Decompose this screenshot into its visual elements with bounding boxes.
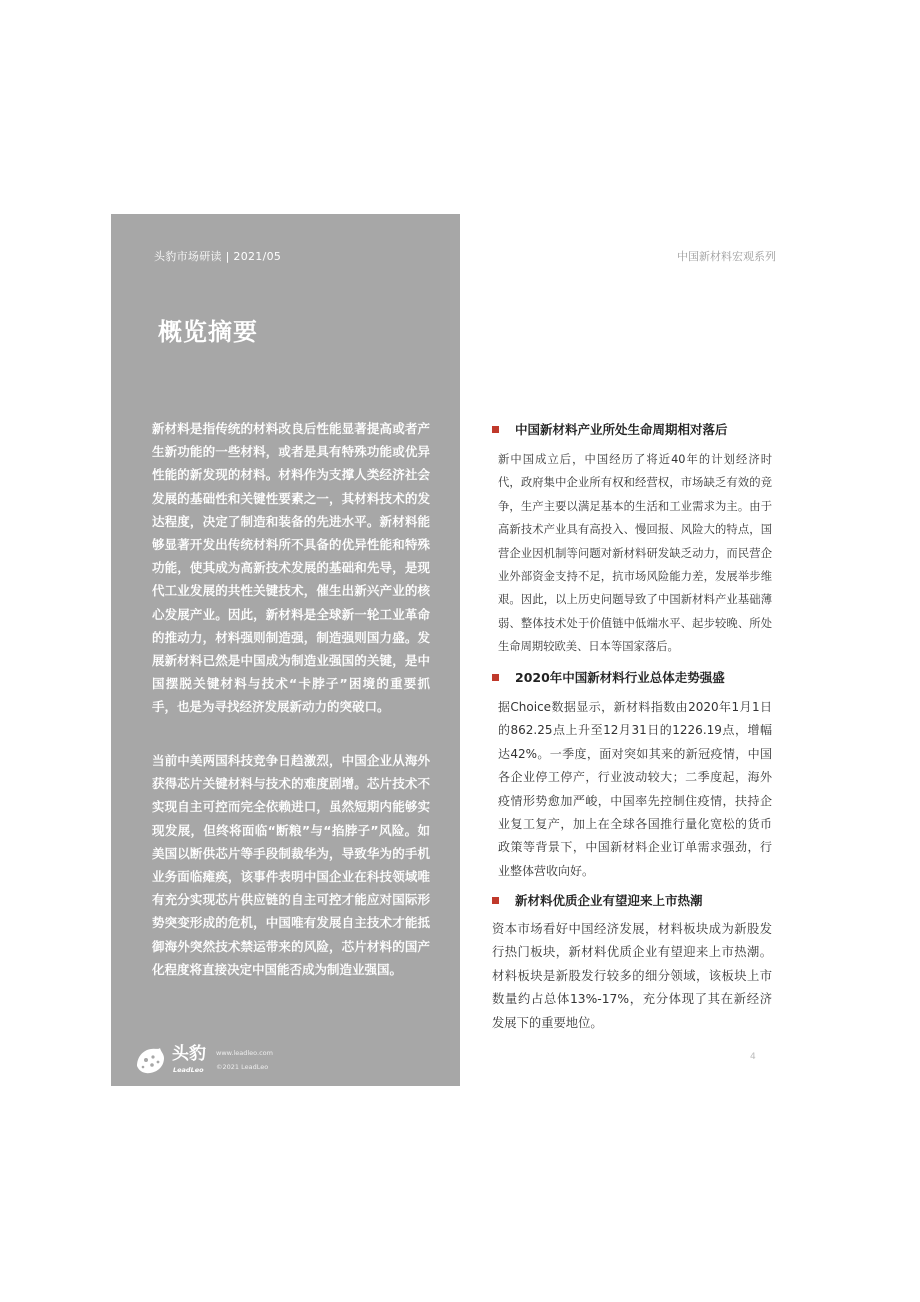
series-title: 中国新材料宏观系列 <box>677 250 776 263</box>
square-bullet-icon <box>492 674 499 681</box>
logo-chinese-name: 头豹 <box>172 1044 206 1064</box>
summary-paragraph-1: 新材料是指传统的材料改良后性能显著提高或者产生新功能的一些材料，或者是具有特殊功能或优异性能的新发现的材料。材料作为支撑人类经济社会发展的基础性和关键性要素之一，其材料技术的发达程度，决定了制造和装备的先进水平。新材料能够显著开发出传统材料所不具备的优异性能和特殊功能，使其成为高新技术发展的基础和先导，是现代工业发展的共性关键技术，催生出新兴产业的核心发展产业。因此，新材料是全球新一轮工业革命的推动力，材料强则制造强，制造强则国力盛。发展新材料已然是中国成为制造业强国的关键，是中国摆脱关键材料与技术“卡脖子”困境的重要抓手，也是为寻找经济发展新动力的突破口。 <box>152 421 430 715</box>
report-header: 头豹市场研读 | 2021/05 <box>154 250 282 263</box>
logo-english-name: LeadLeo <box>173 1066 204 1074</box>
square-bullet-icon <box>492 426 499 433</box>
page-number: 4 <box>750 1052 756 1062</box>
section-body-trend: 据Choice数据显示，新材料指数由2020年1月1日的862.25点上升至12月31日的1226.19点，增幅达42%。一季度，面对突如其来的新冠疫情，中国各企业停工停产，行业波动较大；二季度起，海外疫情形势愈加严峻，中国率先控制住疫情，扶持企业复工复产，加上在全球各国推行量化宽松的货币政策等背景下，中国新材料企业订单需求强劲，行业整体营收向好。 <box>498 700 772 878</box>
section-heading-lifecycle <box>492 420 728 438</box>
section-body-ipo: 资本市场看好中国经济发展，材料板块成为新股发行热门板块，新材料优质企业有望迎来上市热潮。材料板块是新股发行较多的细分领域，该板块上市数量约占总体13%-17%，充分体现了其在新经济发展下的重要地位。 <box>492 922 772 1030</box>
section-body-lifecycle: 新中国成立后，中国经历了将近40年的计划经济时代，政府集中企业所有权和经营权，市场缺乏有效的竞争，生产主要以满足基本的生活和工业需求为主。由于高新技术产业具有高投入、慢回报、风险大的特点，国营企业因机制等问题对新材料研发缺乏动力，而民营企业外部资金支持不足，抗市场风险能力差，发展举步维艰。因此，以上历史问题导致了中国新材料产业基础薄弱、整体技术处于价值链中低端水平、起步较晚、所处生命周期较欧美、日本等国家落后。 <box>498 453 772 654</box>
square-bullet-icon <box>492 897 499 904</box>
leadleo-logo <box>134 1044 274 1080</box>
section-heading-ipo <box>492 891 703 909</box>
website-url[interactable]: www.leadleo.com <box>216 1049 273 1057</box>
section-heading-text: 新材料优质企业有望迎来上市热潮 <box>515 893 703 908</box>
section-heading-trend <box>492 668 725 686</box>
section-heading-text: 中国新材料产业所处生命周期相对落后 <box>515 422 728 437</box>
page-title: 概览摘要 <box>158 318 258 346</box>
leopard-logo-icon <box>134 1044 166 1076</box>
section-heading-text: 2020年中国新材料行业总体走势强盛 <box>515 670 725 685</box>
summary-paragraph-2: 当前中美两国科技竞争日趋激烈，中国企业从海外获得芯片关键材料与技术的难度剧增。芯片技术不实现自主可控而完全依赖进口，虽然短期内能够实现发展，但终将面临“断粮”与“掐脖子”风险。如美国以断供芯片等手段制裁华为，导致华为的手机业务面临瘫痪，该事件表明中国企业在科技领域唯有充分实现芯片供应链的自主可控才能应对国际形势突变形成的危机，中国唯有发展自主技术才能抵御海外突然技术禁运带来的风险，芯片材料的国产化程度将直接决定中国能否成为制造业强国。 <box>152 753 430 977</box>
copyright-text: ©2021 LeadLeo <box>216 1063 269 1071</box>
